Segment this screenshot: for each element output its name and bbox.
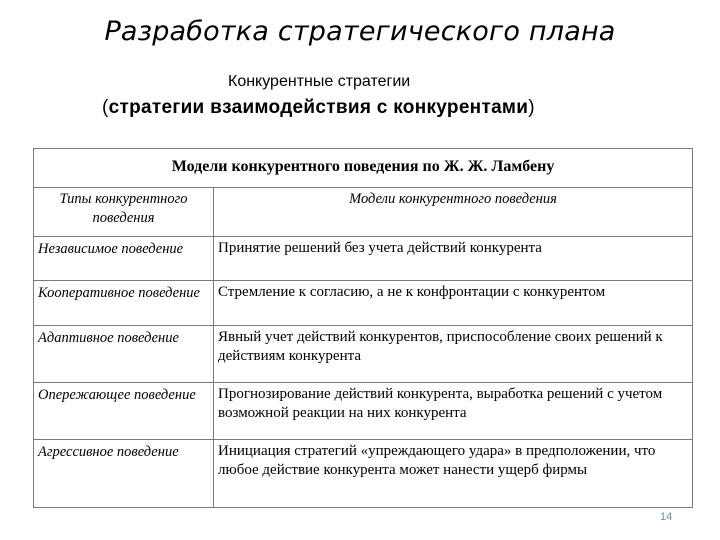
behavior-type-cell: Независимое поведение (34, 237, 214, 281)
behavior-type-cell: Опережающее поведение (34, 383, 214, 440)
table-row (34, 281, 693, 326)
table-row (34, 440, 693, 508)
behavior-model-cell: Принятие решений без учета действий конкурента (214, 237, 693, 281)
behavior-type-cell: Адаптивное поведение (34, 326, 214, 383)
behavior-type-cell: Агрессивное поведение (34, 440, 214, 508)
behavior-model-cell: Явный учет действий конкурентов, приспособление своих решений к действиям конкурента (214, 326, 693, 383)
slide-subtitle: Конкурентные стратегии (228, 73, 411, 90)
table-row (34, 326, 693, 383)
close-paren: ) (528, 97, 535, 118)
table-row (34, 237, 693, 281)
open-paren: ( (102, 97, 109, 118)
behavior-model-cell: Прогнозирование действий конкурента, выработка решений с учетом возможной реакции на них конкурента (214, 383, 693, 440)
table-caption: Модели конкурентного поведения по Ж. Ж. Ламбену (34, 149, 693, 188)
slide-title: Разработка стратегического плана (104, 16, 616, 47)
behavior-model-cell: Инициация стратегий «упреждающего удара» в предположении, что любое действие конкурента может нанести ущерб фирмы (214, 440, 693, 508)
table-row (34, 383, 693, 440)
column-header-type: Типы конкурентного поведения (34, 188, 214, 237)
slide-subtitle-detail (102, 97, 535, 119)
behavior-type-cell: Кооперативное поведение (34, 281, 214, 326)
competitive-behavior-table (33, 148, 693, 508)
subtitle-detail-text: стратегии взаимодействия с конкурентами (108, 97, 529, 118)
table-caption-row (34, 149, 693, 188)
column-header-model: Модели конкурентного поведения (214, 188, 693, 237)
page-number: 14 (660, 511, 673, 523)
table-header-row (34, 188, 693, 237)
behavior-model-cell: Стремление к согласию, а не к конфронтации с конкурентом (214, 281, 693, 326)
